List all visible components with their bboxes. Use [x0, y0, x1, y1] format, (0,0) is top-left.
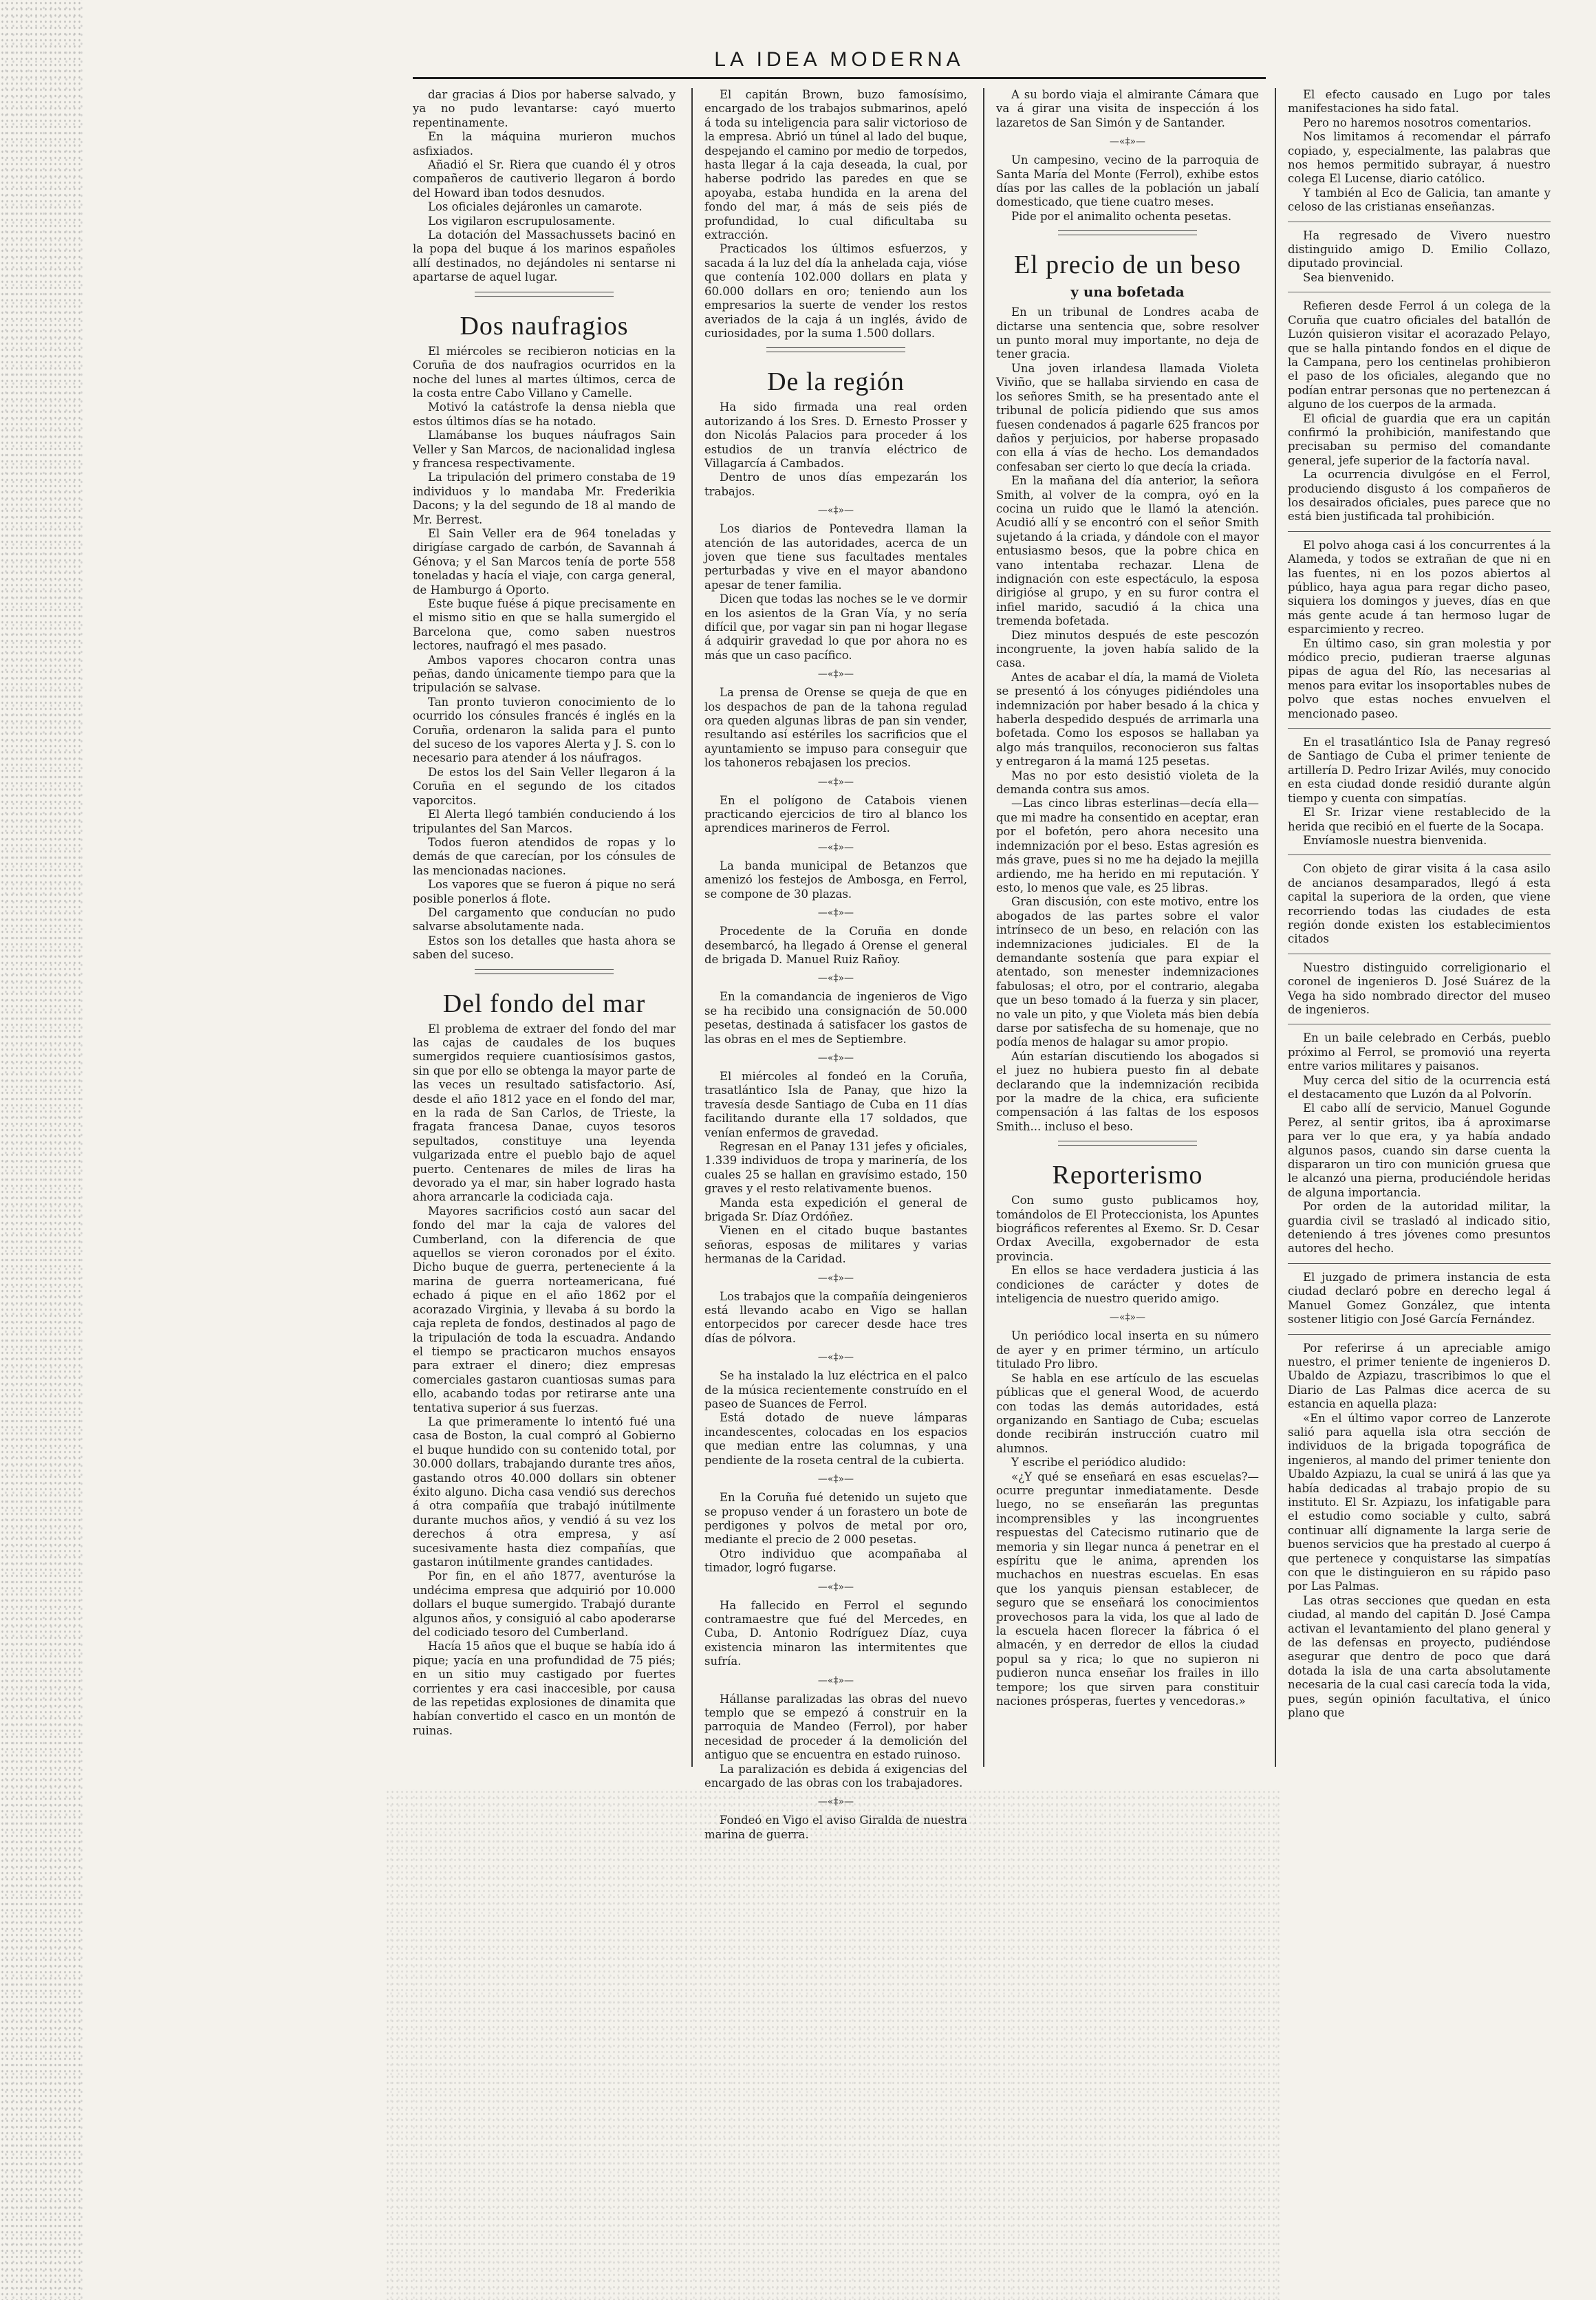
paragraph: Ha regresado de Vivero nuestro distinguido amigo D. Emilio Collazo, diputado provincial. [1288, 228, 1551, 270]
ornament-separator: —«‡»— [817, 973, 854, 985]
paragraph: Antes de acabar el día, la mamá de Violeta se presentó á los cónyuges pidiéndoles una indemnización por haber besado á la chica y haberla despedido después de arrimarla una bofetada. Como los esposos se hallaban ya algo más tranquilos, reconocieron sus faltas y entregaron á la mamá 125 pesetas. [996, 670, 1259, 769]
paragraph: La tripulación del primero constaba de 19 individuos y lo mandaba Mr. Frederikia Dacons; y la del segundo de 18 al mando de Mr. Berrest. [413, 471, 676, 526]
paragraph: El oficial de guardia que era un capitán confirmó la prohibición, manifestando que precisaban su permiso del comandante general, jefe superior de la factoría naval. [1288, 411, 1551, 467]
column-2 [704, 88, 967, 1841]
news-item: Dentro de unos días empezarán los trabajos. [704, 471, 967, 498]
paragraph: De estos los del Sain Veller llegaron á la Coruña en el segundo de los citados vaporcitos. [413, 765, 676, 807]
column-1 [413, 88, 676, 1767]
news-item: Otro individuo que acompañaba al timador, logró fugarse. [704, 1547, 967, 1575]
paragraph: Diez minutos después de este pescozón incongruente, la joven había salido de la casa. [996, 628, 1259, 670]
headline: De la región [767, 367, 905, 397]
article-dos-naufragios [413, 310, 676, 963]
page-title: LA IDEA MODERNA [714, 48, 964, 71]
ornament-separator: —«‡»— [817, 1675, 854, 1686]
headline: Dos naufragios [460, 311, 629, 341]
column-divider [691, 88, 693, 1767]
separator-rule [1288, 1334, 1551, 1335]
article-naufrago-end [413, 88, 676, 285]
paragraph: La que primeramente lo intentó fué una casa de Boston, la cual compró al Gobierno el buque hundido con su contenido total, por 30.000 dollars, trabajando durante tres años, gastando otros 40.000 dollars sin obtener éxito alguno. Dicha casa vendió sus derechos á otra compañía que trabajó inútilmente durante muchos años, y vendió á su vez los derechos á otra empresa, y así sucesivamente hasta diez compañías, que gastaron inútilmente grandes cantidades. [413, 1415, 676, 1569]
paragraph: La ocurrencia divulgóse en el Ferrol, produciendo disgusto á los compañeros de los desairados oficiales, pues parece que no está bien justificada tal prohibición. [1288, 468, 1551, 524]
paragraph: Por orden de la autoridad militar, la guardia civil se trasladó al indicado sitio, deteniendo á tres jóvenes como presuntos autores del hecho. [1288, 1200, 1551, 1256]
paragraph: Ambos vapores chocaron contra unas peñas, dando únicamente tiempo para que la tripulación se salvase. [413, 653, 676, 695]
paragraph: Tan pronto tuvieron conocimiento de lo ocurrido los cónsules francés é inglés en la Coruña, ordenaron la salida para el punto del suceso de los vapores Alerta y J. S. con lo necesario para atender á los náufragos. [413, 695, 676, 765]
separator-rule [1288, 728, 1551, 729]
paragraph: En la mañana del día anterior, la señora Smith, al volver de la compra, oyó en la cocina un ruido que le llamó la atención. Acudió allí y se encontró con el señor Smith sujetando á la criada, y dándole con el mayor entusiasmo besos, que la pobre chica en vano intentaba rechazar. Llena de indignación con este espectáculo, la esposa dirigióse al grupo, y en su furor contra el infiel marido, sacudió á la chica una tremenda bofetada. [996, 474, 1259, 628]
paragraph: Hacía 15 años que el buque se había ido á pique; yacía en una profundidad de 75 piés; en un sitio muy castigado por fuertes corrientes y era casi inaccesible, por causa de las repetidas explosiones de dinamita que habían convertido el casco en un montón de ruinas. [413, 1640, 676, 1737]
ornament-separator: —«‡»— [1109, 1312, 1146, 1324]
paragraph: Los vapores que se fueron á pique no será posible ponerlos á flote. [413, 878, 676, 905]
paragraph: Refieren desde Ferrol á un colega de la Coruña que cuatro oficiales del batallón de Luzón quisieron visitar el acorazado Pelayo, que se halla pintando fondos en el dique de la Campana, pero los centinelas prohibieron el paso de los oficiales, alegando que no podían entrar personas que no pertenezcan á alguno de los cuerpos de la armada. [1288, 299, 1551, 411]
ornament-separator: —«‡»— [817, 776, 854, 788]
paragraph: Pero no haremos nosotros comentarios. [1303, 116, 1532, 129]
section-rule [1058, 230, 1197, 235]
paragraph: Sea bienvenido. [1303, 270, 1394, 284]
news-item: Los trabajos que la compañía deingenieros está llevando acabo en Vigo se hallan entorpecidos por carecer desde hace tres días de pólvora. [704, 1289, 967, 1345]
column-4 [1288, 88, 1551, 1767]
paragraph: Motivó la catástrofe la densa niebla que estos últimos días se ha notado. [413, 400, 676, 428]
paragraph: Gran discusión, con este motivo, entre los abogados de las partes sobre el valor intrínseco de un beso, en relación con las indemnizaciones judiciales. El de la demandante sostenía que para expiar el atentado, son menester indemnizaciones fabulosas; el otro, por el contrario, alegaba que un beso tomado á la fuerza y sin placer, no vale un pito, y que Violeta más bien debía darse por satisfecha de su homenaje, que no podía menos de halagar su amor propio. [996, 895, 1259, 1049]
ornament-separator: —«‡»— [817, 1474, 854, 1485]
news-item: La prensa de Orense se queja de que en los despachos de pan de la tahona regulad ora queden algunas libras de pan sin vender, resultando así estériles los sacrificios que el ayuntamiento se impuso para conseguir que los tahoneros rebajasen los precios. [704, 686, 967, 770]
headline: El precio de un beso [1013, 250, 1242, 280]
paragraph: En la máquina murieron muchos asfixiados. [413, 130, 676, 158]
ornament-separator: —«‡»— [817, 1796, 854, 1808]
article-de-la-region [704, 366, 967, 1842]
column-3 [996, 88, 1259, 1767]
news-item: Hállanse paralizadas las obras del nuevo templo que se empezó á construir en la parroquia de Mandeo (Ferrol), por haber necesidad de proceder á la demolición del antiguo que se encuentra en estado ruinoso. [704, 1692, 967, 1762]
section-rule [766, 347, 905, 352]
news-item: Regresan en el Panay 131 jefes y oficiales, 1.339 individuos de tropa y marinería, de los cuales 25 se hallan en gravísimo estado, 150 graves y el resto relativamente buenos. [704, 1139, 967, 1196]
separator-rule [1288, 1263, 1551, 1264]
ornament-separator: —«‡»— [817, 1272, 854, 1284]
paragraph: —Las cinco libras esterlinas—decía ella—que mi madre ha consentido en aceptar, eran por el bofetón, pero ahora necesito una indemnización por el beso. Estas agresión es más grave, pues si no me ha dejado la mejilla ardiendo, me ha herido en mi reputación. Y esto, lo menos que vale, es 25 libras. [996, 797, 1259, 894]
news-item: Ha sido firmada una real orden autorizando á los Sres. D. Ernesto Prosser y don Nicolás Palacios para proceder á los estudios de un tranvía eléctrico de Villagarcía á Cambados. [704, 400, 967, 470]
paragraph: El cabo allí de servicio, Manuel Gogunde Perez, al sentir gritos, iba á aproximarse para ver lo que era, y ya había andado algunos pasos, cuando sin darse cuenta la dispararon un tiro con munición gruesa que le alcanzó una pierna, produciéndole heridas de alguna importancia. [1288, 1101, 1551, 1199]
column-divider [1275, 88, 1276, 1767]
paragraph: El Alerta llegó también conduciendo á los tripulantes del San Marcos. [413, 808, 676, 835]
article-notes [1288, 88, 1551, 1720]
news-item: Vienen en el citado buque bastantes señoras, esposas de militares y varias hermanas de la Caridad. [704, 1224, 967, 1266]
paragraph: En el trasatlántico Isla de Panay regresó de Santiago de Cuba el primer teniente de artillería D. Pedro Irizar Avilés, muy conocido en esta ciudad donde residió durante algún tiempo y cuenta con simpatías. [1288, 735, 1551, 805]
paragraph: El juzgado de primera instancia de esta ciudad declaró pobre en derecho legal á Manuel Gomez González, que intenta sostener litigio con José García Fernández. [1288, 1270, 1551, 1326]
article-camara [996, 88, 1259, 224]
paragraph: «¿Y qué se enseñará en esas escuelas?—ocurre preguntar inmediatamente. Desde luego, no se enseñarán las preguntas incomprensibles y las incongruentes respuestas del Catecismo rutinario que de memoria y sin llegar nunca á penetrar en el espíritu que le anima, aprenden los muchachos en nuestras escuelas. En esas que los yanquis piensan establecer, de seguro que se enseñará los conocimientos provechosos para la vida, los que al lado de la escuela hacen florecer la fábrica ó el almacén, y en derredor de ellos la ciudad popul sa y rica; lo que no supieron ni pudieron nunca enseñar los frailes in illo tempore; los que sirven para constituir naciones prósperas, fuertes y vencedoras.» [996, 1470, 1259, 1708]
paragraph: En un tribunal de Londres acaba de dictarse una sentencia que, sobre resolver un punto moral muy importante, no deja de tener gracia. [996, 305, 1259, 361]
paragraph: Pide por el animalito ochenta pesetas. [1011, 209, 1232, 223]
paragraph: El polvo ahoga casi á los concurrentes á la Alameda, y todos se extrañan de que ni en las fuentes, ni en los pozos abiertos al público, haya agua para regar dicho paseo, siquiera los domingos y jueves, días en que más gente acude á tan hermoso lugar de esparcimiento y recreo. [1288, 538, 1551, 636]
ornament-separator: —«‡»— [817, 505, 854, 517]
print-noise-left [0, 0, 83, 2300]
ornament-separator: —«‡»— [817, 1581, 854, 1593]
news-item: Fondeó en Vigo el aviso Giralda de nuestra marina de guerra. [704, 1814, 967, 1841]
article-fondo-del-mar-cont [704, 88, 967, 341]
paragraph: Por fin, en el año 1877, aventuróse la undécima empresa que adquirió por 10.000 dollars el buque sumergido. Trabajó durante algunos años, y consiguió al cabo apoderarse del codiciado tesoro del Cumberland. [413, 1569, 676, 1640]
paragraph: Y también al Eco de Galicia, tan amante y celoso de las cristianas enseñanzas. [1288, 186, 1551, 214]
paragraph: Añadió el Sr. Riera que cuando él y otros compañeros de cautiverio llegaron á bordo del Howard iban todos desnudos. [413, 158, 676, 200]
ornament-separator: —«‡»— [817, 1352, 854, 1364]
article-fondo-del-mar [413, 988, 676, 1739]
paragraph: En último caso, sin gran molestia y por módico precio, pudieran traerse algunas pipas de agua del Río, las necesarias al menos para evitar los insoportables nubes de polvo que estas noches envuelven el mencionado paseo. [1288, 636, 1551, 720]
paragraph: La dotación del Massachussets bacinó en la popa del buque á los marinos españoles allí destinados, no dejándoles ni sentarse ni apartarse de aquel lugar. [413, 228, 676, 284]
ornament-separator: —«‡»— [817, 1052, 854, 1064]
paragraph: Un periódico local inserta en su número de ayer y en primer término, un artículo titulado Pro libro. [996, 1329, 1259, 1371]
article-reporterismo [996, 1159, 1259, 1708]
paragraph: A su bordo viaja el almirante Cámara que va á girar una visita de inspección á los lazaretos de San Simón y de Santander. [996, 88, 1259, 129]
paragraph: Envíamosle nuestra bienvenida. [1303, 833, 1487, 847]
paragraph: Mas no por esto desistió violeta de la demanda contra sus amos. [996, 769, 1259, 797]
subheadline: y una bofetada [1070, 283, 1185, 301]
section-rule [475, 969, 614, 974]
news-item: El miércoles al fondeó en la Coruña, trasatlántico Isla de Panay, que hizo la travesía desde Santiago de Cuba en 11 días facilitando durante ella 17 soldados, que venían enfermos de gravedad. [704, 1069, 967, 1139]
ornament-separator: —«‡»— [817, 907, 854, 919]
paragraph: El Sain Veller era de 964 toneladas y dirigíase cargado de carbón, de Savannah á Génova; y el San Marcos tenía de porte 558 toneladas y hacía el viaje, con carga general, de Hamburgo á Oporto. [413, 526, 676, 597]
paragraph: Nos limitamos á recomendar el párrafo copiado, y, especialmente, las palabras que nos hemos permitido subrayar, á nuestro colega El Lucense, diario católico. [1288, 130, 1551, 186]
ornament-separator: —«‡»— [1109, 136, 1146, 148]
paragraph: Los vigilaron escrupulosamente. [428, 214, 616, 228]
paragraph: Las otras secciones que quedan en esta ciudad, al mando del capitán D. José Campa activan el levantamiento del plano general y de las defensas en proyecto, pudiéndose asegurar que dentro de poco que dará dotada la isla de una carta absolutamente necesaria de la cual casi carecía toda la vida, pues, según opinión facultativa, el único plano que [1288, 1593, 1551, 1720]
paragraph: Llamábanse los buques náufragos Sain Veller y San Marcos, de nacionalidad inglesa y francesa respectivamente. [413, 429, 676, 470]
section-rule [475, 292, 614, 297]
paragraph: Practicados los últimos esfuerzos, y sacada á la luz del día la anhelada caja, vióse que contenía 102.000 dollars en plata y 60.000 dollars en oro; teniendo aun los empresarios la suerte de vender los restos averiados de la caja á un inglés, ávido de curiosidades, por la suma 1.500 dollars. [704, 242, 967, 340]
ornament-separator: —«‡»— [817, 669, 854, 680]
paragraph: Aún estarían discutiendo los abogados si el juez no hubiera puesto fin al debate declarando que la indemnización recibida por la madre de la chica, era suficiente compensación á las faltas de los esposos Smith... incluso el beso. [996, 1049, 1259, 1133]
news-item: Se ha instalado la luz eléctrica en el palco de la música recientemente construído en el paseo de Suances de Ferrol. [704, 1369, 967, 1411]
news-item: En el polígono de Catabois vienen practicando ejercicios de tiro al blanco los aprendices marineros de Ferrol. [704, 793, 967, 835]
paragraph: Nuestro distinguido correligionario el coronel de ingenieros D. José Suárez de la Vega ha sido nombrado director del museo de ingenieros. [1288, 960, 1551, 1016]
paragraph: Del cargamento que conducían no pudo salvarse absolutamente nada. [413, 905, 676, 934]
paragraph: El efecto causado en Lugo por tales manifestaciones ha sido fatal. [1288, 88, 1551, 116]
paragraph: Un campesino, vecino de la parroquia de Santa María del Monte (Ferrol), exhibe estos días por las calles de la población un jabalí domesticado, que tiene cuatro meses. [996, 153, 1259, 209]
paragraph: «En el último vapor correo de Lanzerote salió para aquella isla otra sección de individuos de la brigada topográfica de ingenieros, al mando del primer teniente don Ubaldo Azpiazu, la cual se unirá á las que ya había dedicadas al trabajo propio de su instituto. El Sr. Azpiazu, los infatigable para el estudio como sociable y culto, sabrá continuar allí dignamente la larga serie de buenos servicios que ha prestado al cuerpo á que pertenece y conquistarse las simpatías con que le distinguieron en su rápido paso por Las Palmas. [1288, 1411, 1551, 1593]
paragraph: Mayores sacrificios costó aun sacar del fondo del mar la caja de valores del Cumberland, con la diferencia de que aquellos se vieron coronados por el éxito. Dicho buque de guerra, perteneciente á la marina de guerra norteamericana, fué echado á pique en el año 1862 por el acorazado Virginia, y llevaba á su bordo la caja repleta de fondos, destinados al pago de la tripulación de toda la escuadra. Andando el tiempo se practicaron muchos ensayos para extraer el dinero; diez empresas comerciales gastaron cuantiosas sumas para ello, acabando todas por retirarse ante una tentativa superior á sus fuerzas. [413, 1204, 676, 1415]
print-noise-bottom [385, 1789, 1280, 2300]
paragraph: Se habla en ese artículo de las escuelas públicas que el general Wood, de acuerdo con todas las demás autoridades, está organizando en Santiago de Cuba; escuelas donde recibirán instrucción cuatro mil alumnos. [996, 1371, 1259, 1455]
news-item: En la Coruña fué detenido un sujeto que se propuso vender á un forastero un bote de perdigones y polvos de metal por oro, mediante el precio de 2 000 pesetas. [704, 1491, 967, 1547]
header-rule [413, 77, 1266, 79]
paragraph: Los oficiales dejáronles un camarote. [428, 200, 643, 214]
paragraph: Todos fueron atendidos de ropas y lo demás de que carecían, por los cónsules de las mencionadas naciones. [413, 835, 676, 877]
paragraph: El problema de extraer del fondo del mar las cajas de caudales de los buques sumergidos requiere cuantiosísimos gastos, sin que por ello se obtenga la mayor parte de las veces un resultado satisfactorio. Así, desde el año 1812 yace en el fondo del mar, en la rada de San Carlos, de Trieste, la fragata francesa Danae, cuyos tesoros sepultados, constituye una leyenda vulgarizada entre el pueblo bajo de aquel puerto. Centenares de miles de liras ha devorado ya el mar, sin haber logrado hasta ahora arrancarle la codiciada caja. [413, 1022, 676, 1204]
paragraph: El miércoles se recibieron noticias en la Coruña de dos naufragios ocurridos en la noche del lunes al martes últimos, cerca de la costa entre Cabo Villano y Camelle. [413, 344, 676, 400]
article-precio-beso [996, 249, 1259, 1134]
separator-rule [1288, 531, 1551, 532]
paragraph: Y escribe el periódico aludido: [1011, 1456, 1186, 1470]
paragraph: Muy cerca del sitio de la ocurrencia está el destacamento que Luzón da al Polvorín. [1288, 1073, 1551, 1101]
paragraph: Estos son los detalles que hasta ahora se saben del suceso. [413, 934, 676, 962]
column-divider [983, 88, 984, 1767]
paragraph: El Sr. Irizar viene restablecido de la herida que recibió en el fuerte de la Socapa. [1288, 806, 1551, 833]
news-item: Procedente de la Coruña en donde desembarcó, ha llegado á Orense el general de brigada D. Manuel Ruiz Rañoy. [704, 925, 967, 966]
news-item: La banda municipal de Betanzos que amenizó los festejos de Ambosga, en Ferrol, se compone de 30 plazas. [704, 859, 967, 901]
section-rule [1058, 1141, 1197, 1146]
news-item: Dicen que todas las noches se le ve dormir en los asientos de la Gran Vía, y no sería difícil que, por vagar sin pan ni hogar llegase á adquirir gravedad lo que por ahora no es más que un caso pacífico. [704, 592, 967, 662]
paragraph: Este buque fuése á pique precisamente en el mismo sitio en que se halla sumergido el Barcelona que, como saben nuestros lectores, naufragó el mes pasado. [413, 597, 676, 653]
paragraph: dar gracias á Dios por haberse salvado, y ya no pudo levantarse: cayó muerto repentinamente. [413, 88, 676, 129]
paragraph: Con objeto de girar visita á la casa asilo de ancianos desamparados, llegó á esta capital la superiora de la orden, que viene recorriendo todas las ciudades de esta región donde existen los establecimientos citados [1288, 862, 1551, 946]
news-item: En la comandancia de ingenieros de Vigo se ha recibido una consignación de 50.000 pesetas, destinada á satisfacer los gastos de las obras en el mes de Septiembre. [704, 990, 967, 1046]
paragraph: Una joven irlandesa llamada Violeta Viviño, que se hallaba sirviendo en casa de los señores Smith, se ha presentado ante el tribunal de policía pidiendo que sus amos fuesen condenados á pagarle 625 francos por daños y perjuicios, por haberse propasado con ella á vías de hecho. Los demandados confesaban ser cierto lo que decía la criada. [996, 361, 1259, 473]
paragraph: Con sumo gusto publicamos hoy, tomándolos de El Proteccionista, los Apuntes biográficos referentes al Exemo. Sr. D. Cesar Ordax Avecilla, exgobernador de esta provincia. [996, 1194, 1259, 1263]
news-item: Está dotado de nueve lámparas incandescentes, colocadas en los espacios que median entre las columnas, y una pendiente de la roseta central de la cubierta. [704, 1411, 967, 1467]
news-item: Ha fallecido en Ferrol el segundo contramaestre que fué del Mercedes, en Cuba, D. Antonio Rodríguez Díaz, cuya existencia minaron las intermitentes que sufría. [704, 1598, 967, 1668]
paragraph: En ellos se hace verdadera justicia á las condiciones de carácter y dotes de inteligencia de nuestro querido amigo. [996, 1264, 1259, 1306]
ornament-separator: —«‡»— [817, 841, 854, 853]
headline: Reporterismo [1052, 1161, 1203, 1190]
news-item: La paralización es debida á exigencias del encargado de las obras con los trabajadores. [704, 1762, 967, 1790]
paragraph: El capitán Brown, buzo famosísimo, encargado de los trabajos submarinos, apeló á toda su inteligencia para salir victorioso de la empresa. Abrió un túnel al lado del buque, despejando el camino por medio de torpedos, hasta llegar á la caja deseada, la cual, por haberse podrido las paredes en que se apoyaba, estaba hundida en la arena del fondo del mar, á más de seis piés de profundidad, lo cual dificultaba su extracción. [704, 88, 967, 242]
news-item: Los diarios de Pontevedra llaman la atención de las autoridades, acerca de un joven que tiene sus facultades mentales perturbadas y vive en el mayor abandono apesar de tener familia. [704, 522, 967, 592]
paragraph: Por referirse á un apreciable amigo nuestro, el primer teniente de ingenieros D. Ubaldo de Azpiazu, trascribimos lo que el Diario de Las Palmas dice acerca de su estancia en aquella plaza: [1288, 1341, 1551, 1411]
news-item: Manda esta expedición el general de brigada Sr. Díaz Ordóñez. [704, 1196, 967, 1223]
headline: Del fondo del mar [442, 989, 646, 1018]
paragraph: En un baile celebrado en Cerbás, pueblo próximo al Ferrol, se promovió una reyerta entre varios militares y paisanos. [1288, 1031, 1551, 1073]
